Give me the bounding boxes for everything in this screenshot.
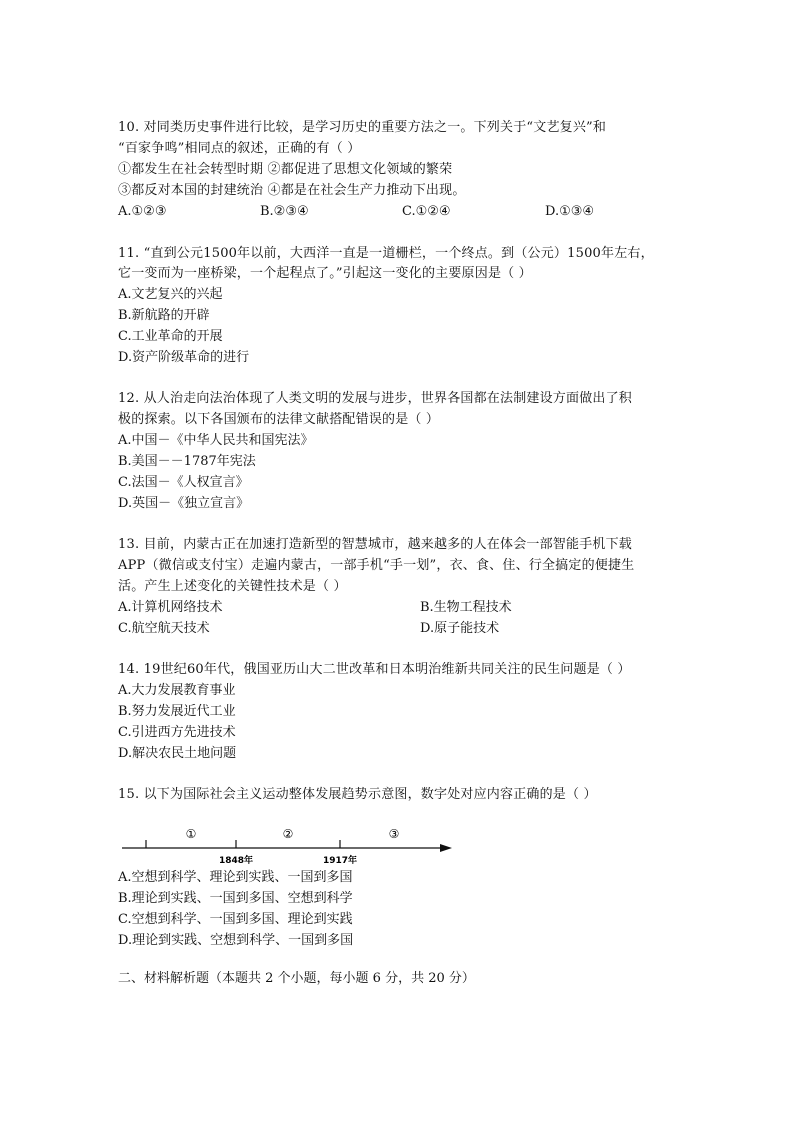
q12-option-c[interactable]: C.法国－《人权宣言》 <box>118 475 249 490</box>
segment-label-3: ③ <box>388 827 400 841</box>
q14-option-c[interactable]: C.引进西方先进技术 <box>118 725 236 740</box>
q14-option-a[interactable]: A.大力发展教育事业 <box>118 683 236 698</box>
q11-option-b[interactable]: B.新航路的开辟 <box>118 308 210 323</box>
q13-option-d[interactable]: D.原子能技术 <box>420 621 500 636</box>
q13-option-a[interactable]: A.计算机网络技术 <box>118 600 223 615</box>
q11-option-d[interactable]: D.资产阶级革命的进行 <box>118 350 250 365</box>
q12-stem-line1: 12. 从人治走向法治体现了人类文明的发展与进步，世界各国都在法制建设方面做出了积 <box>118 391 633 406</box>
q10-stem-line2: “百家争鸣”相同点的叙述，正确的有（ ） <box>118 141 361 156</box>
q11-option-a[interactable]: A.文艺复兴的兴起 <box>118 287 223 302</box>
q11-option-c[interactable]: C.工业革命的开展 <box>118 329 223 344</box>
q13-stem-line2: APP（微信或支付宝）走遍内蒙古，一部手机“手一划”，衣、食、住、行全搞定的便捷生 <box>118 558 635 573</box>
q11-stem-line1: 11. “直到公元1500年以前，大西洋一直是一道栅栏，一个终点。到（公元）1500年左右， <box>118 246 654 261</box>
q10-statement-line2: ③都反对本国的封建统治 ④都是在社会生产力推动下出现。 <box>118 183 466 198</box>
q15-option-c[interactable]: C.空想到科学、一国到多国、理论到实践 <box>118 912 353 927</box>
q15-option-a[interactable]: A.空想到科学、理论到实践、一国到多国 <box>118 870 353 885</box>
q14-option-d[interactable]: D.解决农民土地问题 <box>118 746 237 761</box>
q12-option-b[interactable]: B.美国－－1787年宪法 <box>118 454 256 469</box>
year-label-1848: 1848年 <box>218 856 254 866</box>
q12-option-d[interactable]: D.英国－《独立宣言》 <box>118 496 250 511</box>
arrow-head-icon <box>440 844 452 852</box>
q10-option-a[interactable]: A.①②③ <box>118 204 167 219</box>
segment-label-1: ① <box>185 827 197 841</box>
segment-label-2: ② <box>282 827 294 841</box>
q13-option-b[interactable]: B.生物工程技术 <box>420 600 512 615</box>
q15-option-d[interactable]: D.理论到实践、空想到科学、一国到多国 <box>118 933 354 948</box>
q10-option-d[interactable]: D.①③④ <box>545 204 595 219</box>
q10-option-c[interactable]: C.①②④ <box>402 204 451 219</box>
year-label-1917: 1917年 <box>322 856 358 866</box>
q12-stem-line2: 极的探索。以下各国颁布的法律文献搭配错误的是（ ） <box>118 412 440 427</box>
q10-stem-line1: 10. 对同类历史事件进行比较，是学习历史的重要方法之一。下列关于“文艺复兴”和 <box>118 120 607 135</box>
q14-option-b[interactable]: B.努力发展近代工业 <box>118 704 236 719</box>
q13-stem-line1: 13. 目前，内蒙古正在加速打造新型的智慧城市，越来越多的人在体会一部智能手机下载 <box>118 537 633 552</box>
q11-stem-line2: 它一变而为一座桥梁，一个起程点了。”引起这一变化的主要原因是（ ） <box>118 266 532 281</box>
q12-option-a[interactable]: A.中国－《中华人民共和国宪法》 <box>118 433 314 448</box>
q15-stem-line1: 15. 以下为国际社会主义运动整体发展趋势示意图，数字处对应内容正确的是（ ） <box>118 787 597 802</box>
q13-option-c[interactable]: C.航空航天技术 <box>118 621 210 636</box>
q13-stem-line3: 活。产生上述变化的关键性技术是（ ） <box>118 579 347 594</box>
q10-option-b[interactable]: B.②③④ <box>260 204 309 219</box>
timeline-diagram <box>118 822 458 868</box>
q14-stem-line1: 14. 19世纪60年代，俄国亚历山大二世改革和日本明治维新共同关注的民生问题是（ ） <box>118 662 631 677</box>
section-2-title: 二、材料解析题（本题共 2 个小题，每小题 6 分，共 20 分） <box>118 971 475 986</box>
q10-statement-line1: ①都发生在社会转型时期 ②都促进了思想文化领域的繁荣 <box>118 162 453 177</box>
q15-option-b[interactable]: B.理论到实践、一国到多国、空想到科学 <box>118 891 353 906</box>
